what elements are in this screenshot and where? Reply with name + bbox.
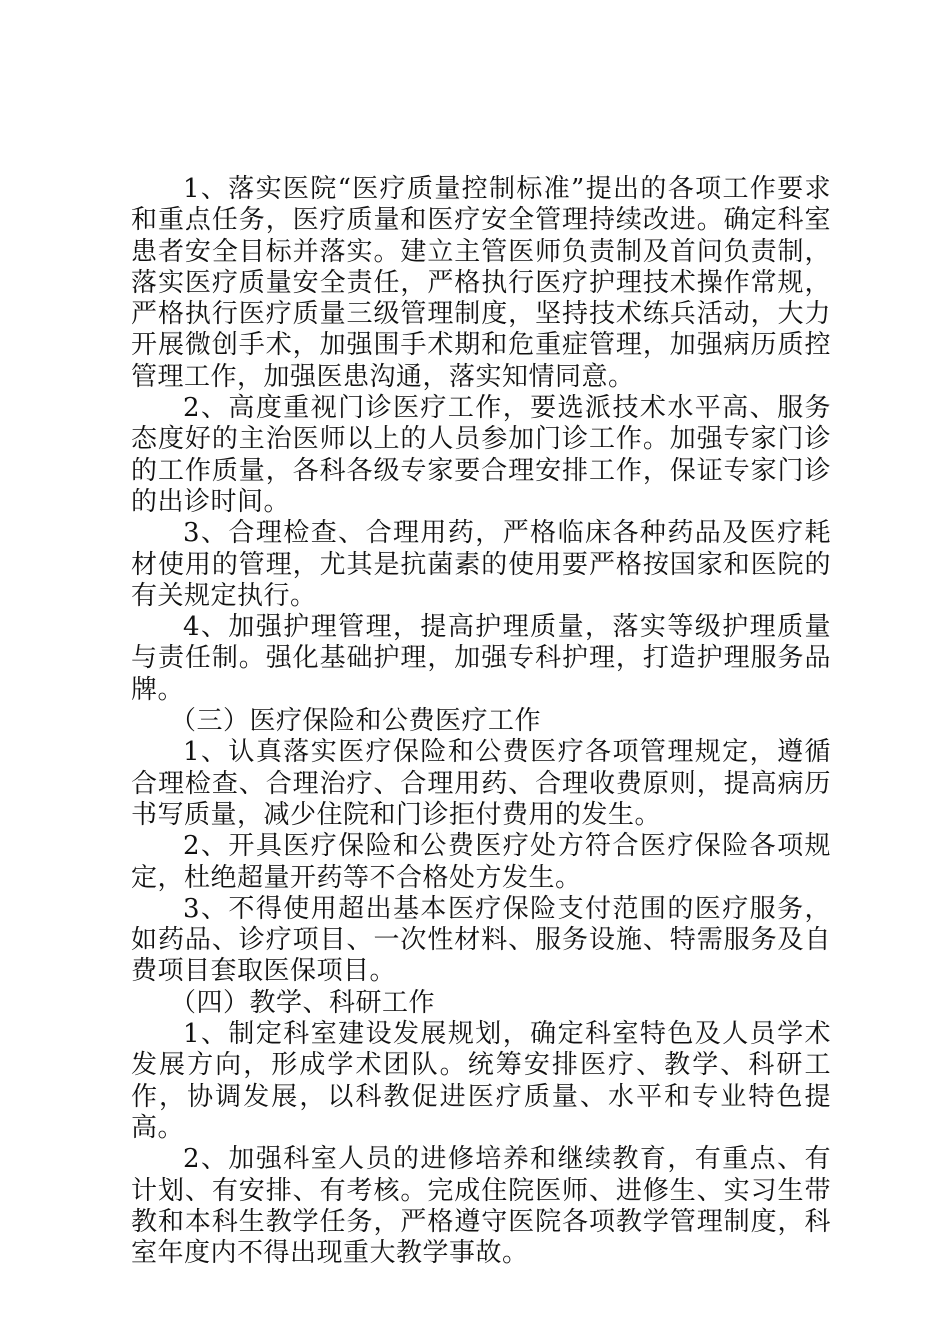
paragraph-quality-3: 3、合理检查、合理用药，严格临床各种药品及医疗耗材使用的管理，尤其是抗菌素的使用要严格按国家和医院的有关规定执行。 — [131, 518, 831, 611]
section-heading-teaching: （四）教学、科研工作 — [170, 987, 436, 1018]
document-page — [131, 174, 831, 1269]
paragraph-quality-4: 4、加强护理管理，提高护理质量，落实等级护理质量与责任制。强化基础护理，加强专科护理，打造护理服务品牌。 — [131, 612, 831, 705]
paragraph-teaching-2: 2、加强科室人员的进修培养和继续教育，有重点、有计划、有安排、有考核。完成住院医师、进修生、实习生带教和本科生教学任务，严格遵守医院各项教学管理制度，科室年度内不得出现重大教学事故。 — [131, 1144, 831, 1269]
paragraph-quality-2: 2、高度重视门诊医疗工作，要选派技术水平高、服务态度好的主治医师以上的人员参加门诊工作。加强专家门诊的工作质量，各科各级专家要合理安排工作，保证专家门诊的出诊时间。 — [131, 393, 831, 517]
paragraph-teaching-1: 1、制定科室建设发展规划，确定科室特色及人员学术发展方向，形成学术团队。统筹安排医疗、教学、科研工作，协调发展，以科教促进医疗质量、水平和专业特色提高。 — [131, 1019, 831, 1143]
section-heading-insurance: （三）医疗保险和公费医疗工作 — [170, 706, 542, 737]
paragraph-quality-1: 1、落实医院“医疗质量控制标准”提出的各项工作要求和重点任务，医疗质量和医疗安全管理持续改进。确定科室患者安全目标并落实。建立主管医师负责制及首问负责制，落实医疗质量安全责任，严格执行医疗护理技术操作常规，严格执行医疗质量三级管理制度，坚持技术练兵活动，大力开展微创手术，加强围手术期和危重症管理，加强病历质控管理工作，加强医患沟通，落实知情同意。 — [131, 174, 831, 392]
paragraph-insurance-1: 1、认真落实医疗保险和公费医疗各项管理规定，遵循合理检查、合理治疗、合理用药、合理收费原则，提高病历书写质量，减少住院和门诊拒付费用的发生。 — [131, 737, 831, 830]
paragraph-insurance-2: 2、开具医疗保险和公费医疗处方符合医疗保险各项规定，杜绝超量开药等不合格处方发生。 — [131, 831, 831, 893]
paragraph-insurance-3: 3、不得使用超出基本医疗保险支付范围的医疗服务，如药品、诊疗项目、一次性材料、服务设施、特需服务及自费项目套取医保项目。 — [131, 893, 831, 987]
